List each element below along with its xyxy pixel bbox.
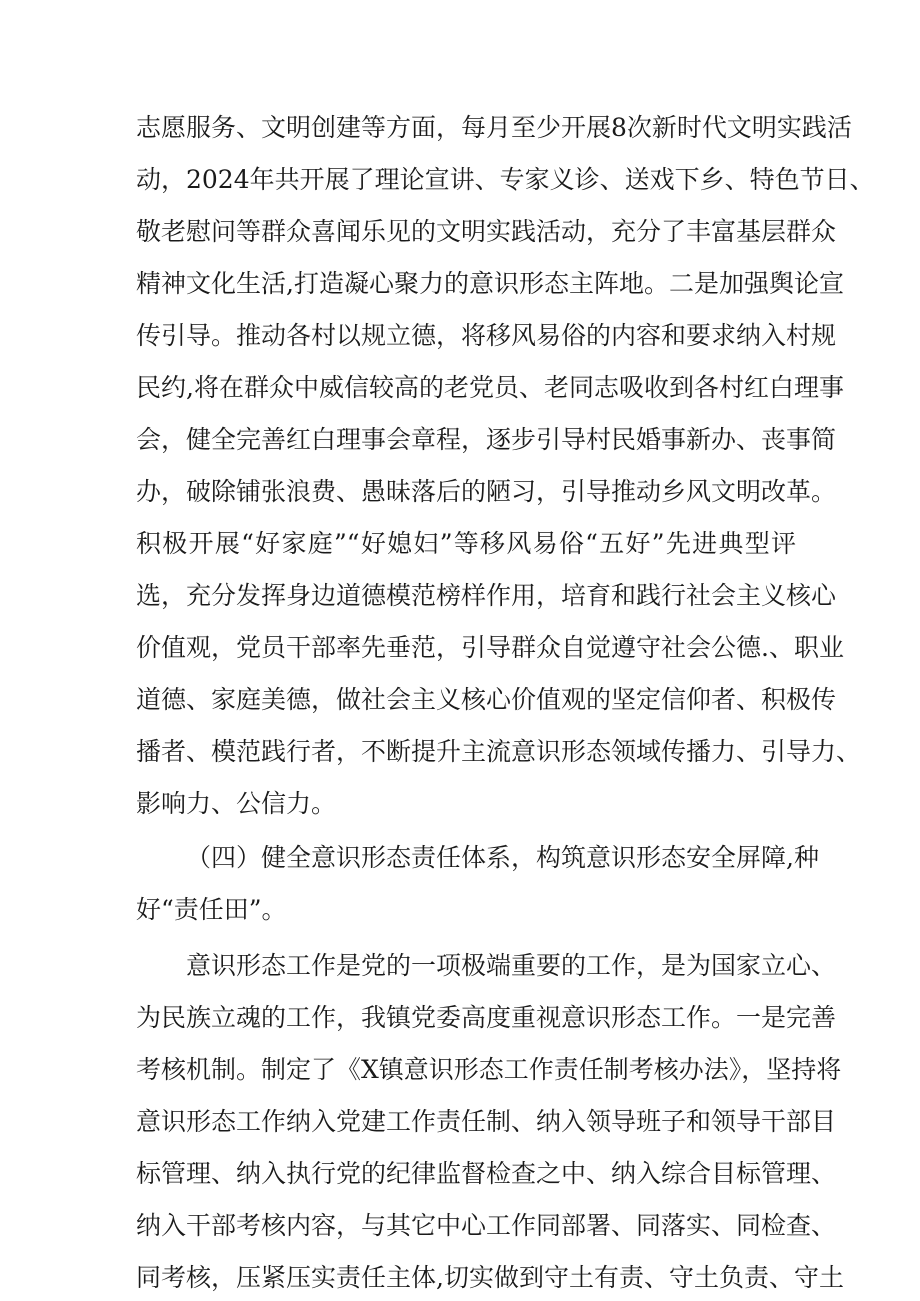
text-line: 道德、家庭美德，做社会主义核心价值观的坚定信仰者、积极传	[136, 685, 837, 714]
text-line: 民约,将在群众中威信较高的老党员、老同志吸收到各村红白理事	[136, 373, 844, 402]
text-line: 办，破除铺张浪费、愚昧落后的陋习，引导推动乡风文明改革。	[136, 477, 837, 506]
text-line: 价值观，党员干部率先垂范，引导群众自觉遵守社会公德.、职业	[136, 633, 844, 662]
text-line: 同考核，压紧压实责任主体,切实做到守土有责、守土负责、守土	[136, 1263, 844, 1292]
heading-line: （四）健全意识形态责任体系，构筑意识形态安全屏障,种	[186, 843, 819, 872]
text-line: 积极开展“好家庭”“好媳妇”等移风易俗“五好”先进典型评	[136, 529, 796, 558]
text-line: 意识形态工作是党的一项极端重要的工作，是为国家立心、	[186, 951, 837, 980]
text-line: 意识形态工作纳入党建工作责任制、纳入领导班子和领导干部目	[136, 1107, 837, 1136]
text-line: 敬老慰问等群众喜闻乐见的文明实践活动，充分了丰富基层群众	[136, 217, 837, 246]
text-line: 传引导。推动各村以规立德，将移风易俗的内容和要求纳入村规	[136, 321, 837, 350]
text-line: 精神文化生活,打造凝心聚力的意识形态主阵地。二是加强舆论宣	[136, 269, 844, 298]
text-line: 标管理、纳入执行党的纪律监督检查之中、纳入综合目标管理、	[136, 1159, 837, 1188]
text-line: 为民族立魂的工作，我镇党委高度重视意识形态工作。一是完善	[136, 1003, 837, 1032]
text-line: 纳入干部考核内容，与其它中心工作同部署、同落实、同检查、	[136, 1211, 837, 1240]
text-line: 会，健全完善红白理事会章程，逐步引导村民婚事新办、丧事简	[136, 425, 837, 454]
text-line: 志愿服务、文明创建等方面，每月至少开展8次新时代文明实践活	[136, 113, 852, 142]
text-line: 动，2024年共开展了理论宣讲、专家义诊、送戏下乡、特色节日、	[136, 165, 875, 194]
heading-line: 好“责任田”。	[136, 895, 287, 924]
text-line: 考核机制。制定了《X镇意识形态工作责任制考核办法》，坚持将	[136, 1055, 842, 1084]
text-line: 选，充分发挥身边道德模范榜样作用，培育和践行社会主义核心	[136, 581, 837, 610]
text-line: 影响力、公信力。	[136, 789, 337, 818]
text-line: 播者、模范践行者，不断提升主流意识形态领域传播力、引导力、	[136, 737, 862, 766]
